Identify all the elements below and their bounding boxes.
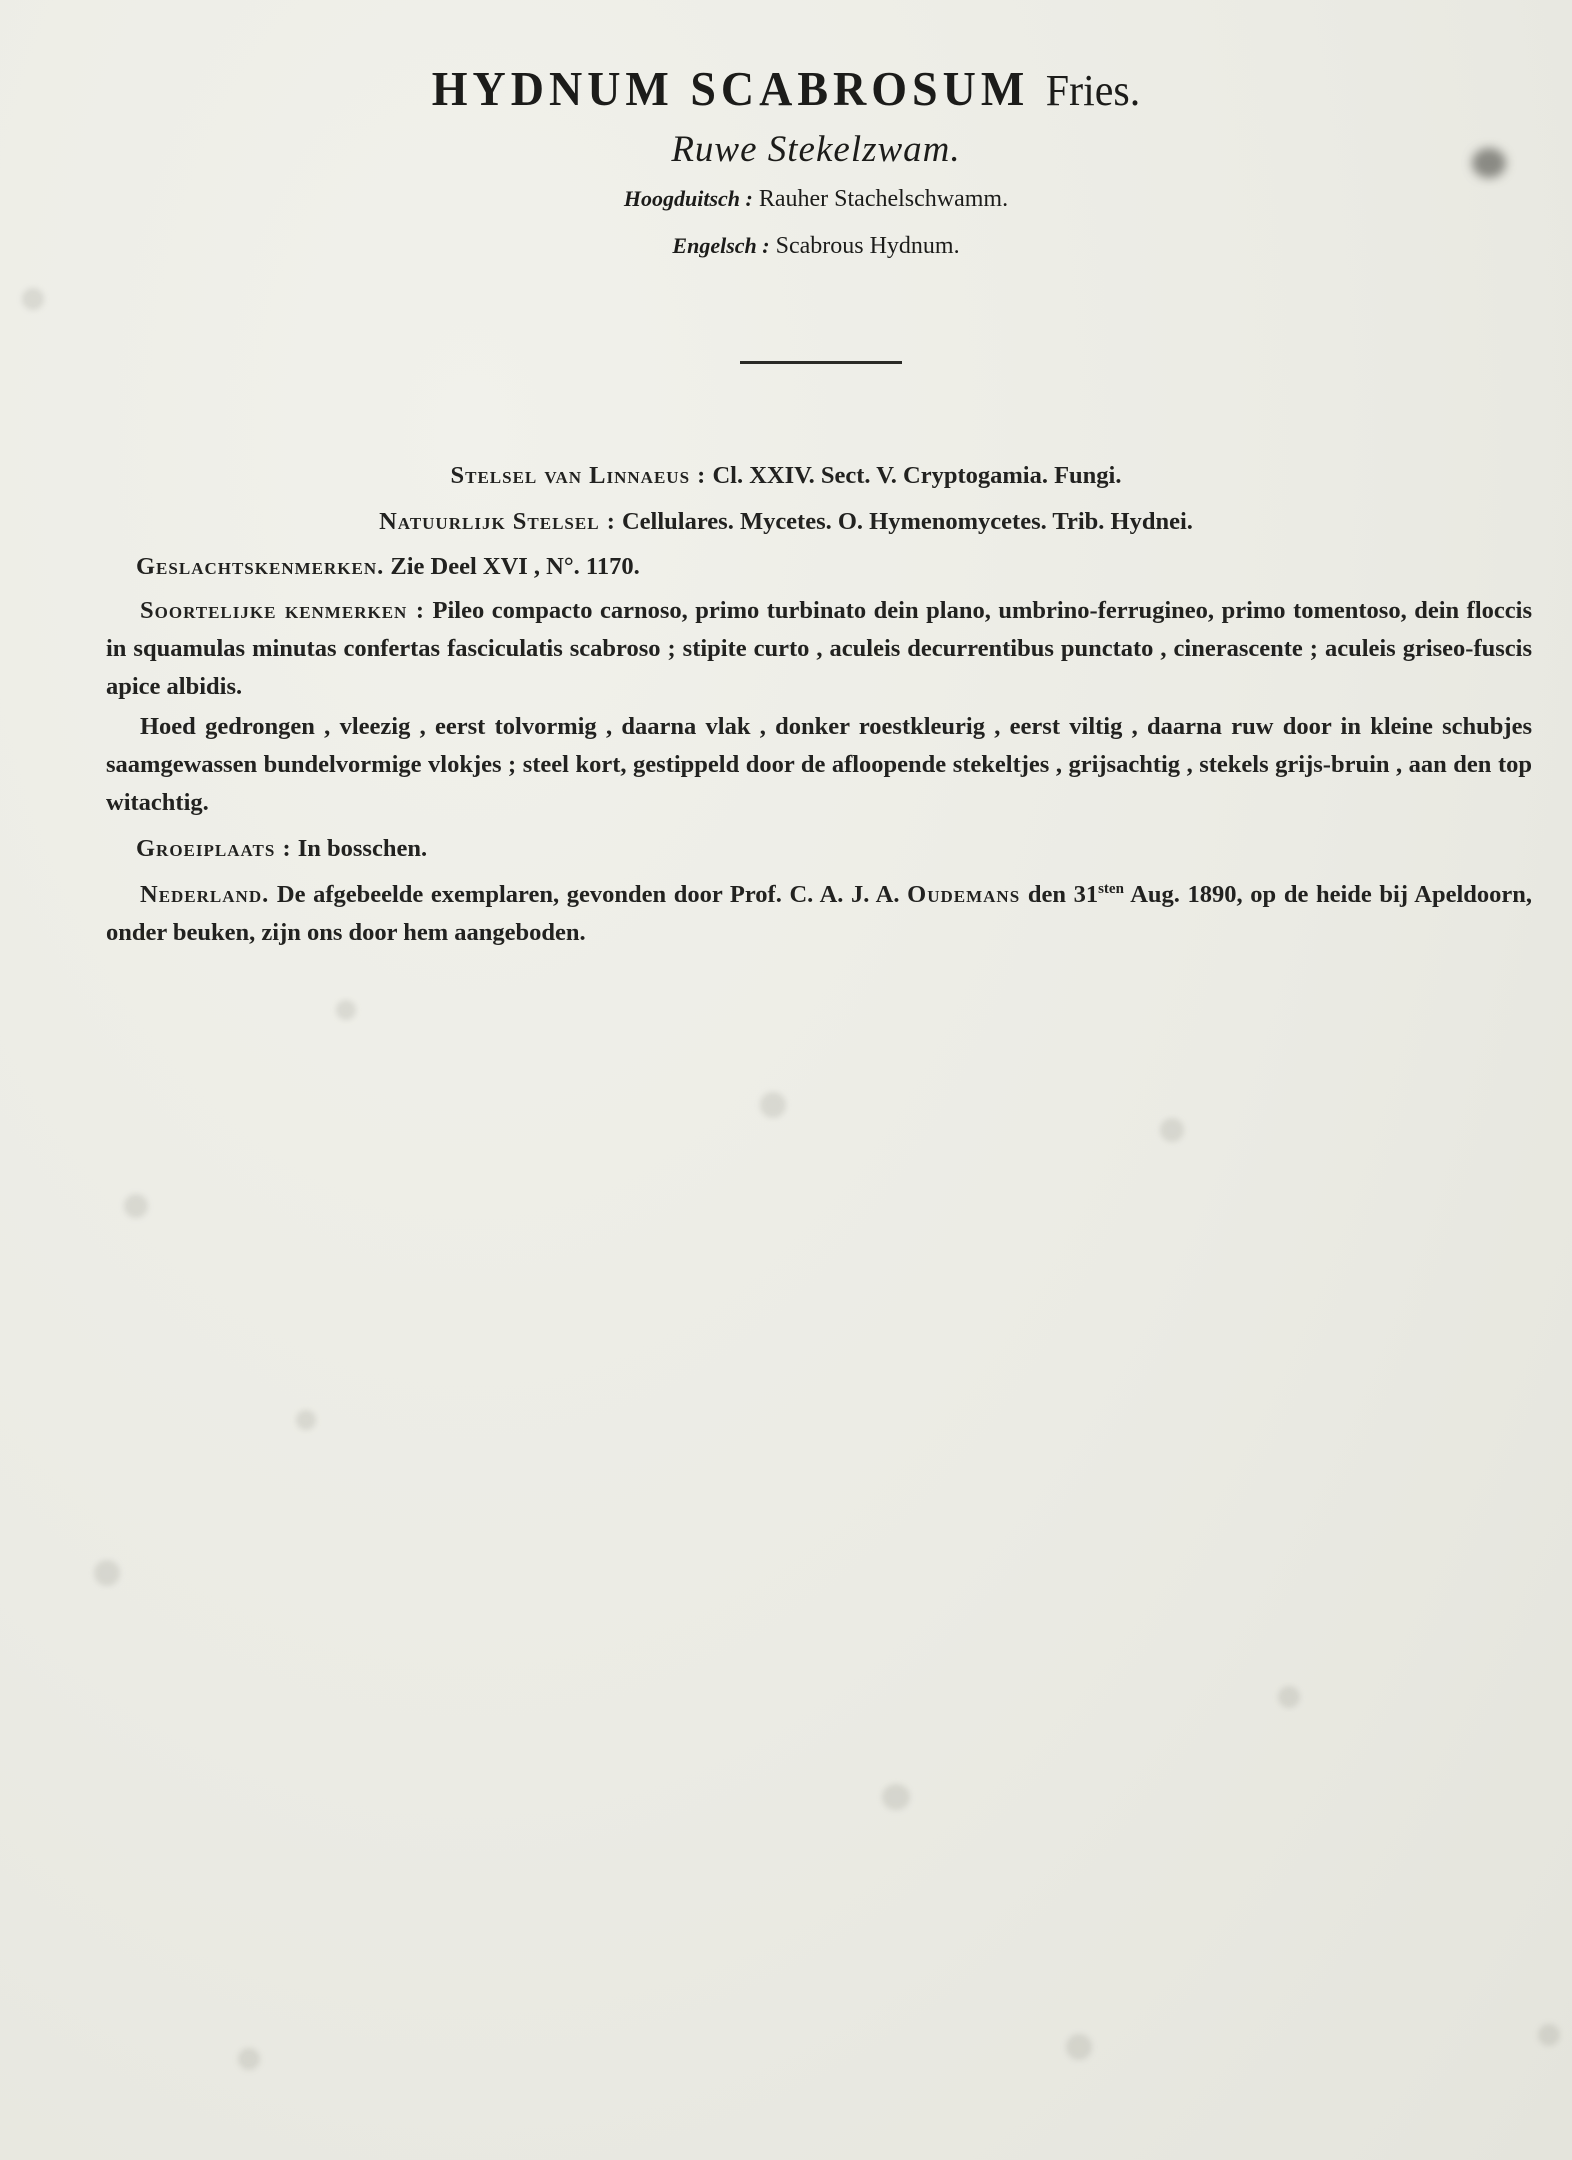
netherlands-label: Nederland. [140, 881, 270, 909]
title-latin-name: HYDNUM SCABROSUM [431, 61, 1030, 116]
paper-speck [124, 1194, 148, 1218]
habitat-text: In bosschen. [297, 835, 428, 862]
habitat-label: Groeiplaats : [136, 835, 292, 862]
natural-text: Cellulares. Mycetes. O. Hymenomycetes. Trib. Hydnei. [621, 508, 1193, 535]
paper-speck [22, 288, 44, 310]
natural-label: Natuurlijk Stelsel : [379, 508, 616, 535]
genus-characteristics [136, 548, 1562, 586]
natural-system-line [0, 508, 1572, 536]
linnaeus-system-line [0, 462, 1572, 490]
netherlands-paragraph [106, 870, 1532, 952]
species-dutch-description [106, 708, 1532, 822]
species-characteristics [106, 592, 1532, 706]
english-name-line [0, 233, 1572, 260]
paper-speck [336, 1000, 356, 1020]
linnaeus-label: Stelsel van Linnaeus : [450, 462, 707, 489]
collection-day: den 31 [1027, 881, 1099, 909]
netherlands-text-before: De afgebeelde exemplaren, gevonden door Prof. C. A. J. A. [276, 881, 900, 909]
dutch-common-name: Ruwe Stekelzwam. [671, 129, 961, 170]
german-name: Rauher Stachelschwamm. [758, 186, 1009, 212]
paper-speck [1278, 1686, 1300, 1708]
paper-speck [296, 1410, 316, 1430]
german-name-line [0, 186, 1572, 213]
netherlands-text-after: Aug. 1890, op de heide bij Apeldoorn, onder beuken, zijn ons door hem aangeboden. [106, 881, 1533, 947]
title-author: Fries. [1045, 66, 1141, 116]
paper-speck [238, 2048, 260, 2070]
genus-label: Geslachtskenmerken. [136, 553, 385, 580]
paper-speck [882, 1784, 910, 1810]
paper-speck [760, 1092, 786, 1118]
paper-speck [94, 1560, 120, 1586]
collection-day-suffix: sten [1098, 881, 1124, 897]
species-dutch-text: Hoed gedrongen , vleezig , eerst tolvormig , daarna vlak , donker roestkleurig , eerst viltig , daarna ruw door in kleine schubjes saamgewassen bundelvormige vlokjes ; steel kort, gestippeld door de afloopende stekeltjes , grijsachtig , stekels grijs-bruin , aan den top witachtig. [106, 713, 1532, 816]
species-title [0, 61, 1572, 117]
paper-speck [1538, 2024, 1560, 2046]
paper-speck [1160, 1118, 1184, 1142]
habitat-line [136, 830, 1532, 868]
header-divider [740, 361, 902, 364]
species-label: Soortelijke kenmerken : [140, 597, 425, 624]
genus-text: Zie Deel XVI , N°. 1170. [390, 553, 640, 580]
english-label: Engelsch : [672, 233, 770, 258]
collector-name: Oudemans [907, 881, 1021, 909]
linnaeus-text: Cl. XXIV. Sect. V. Cryptogamia. Fungi. [712, 462, 1122, 489]
english-name: Scabrous Hydnum. [775, 233, 960, 259]
species-latin-text: Pileo compacto carnoso, primo turbinato dein plano, umbrino-ferrugineo, primo tomentoso, dein floccis in squamulas minutas confertas fasciculatis scabroso ; stipite curto , aculeis decurrentibus punctato , cinerascente ; aculeis griseo-fuscis apice albidis. [106, 597, 1532, 700]
german-label: Hoogduitsch : [623, 186, 753, 211]
paper-speck [1066, 2034, 1092, 2060]
